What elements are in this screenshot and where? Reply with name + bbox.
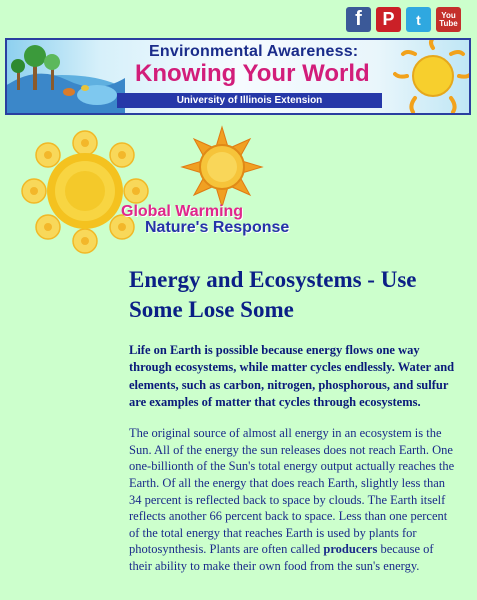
natures-response-title: Nature's Response bbox=[145, 219, 290, 236]
twitter-icon[interactable]: t bbox=[406, 7, 431, 32]
banner-subtitle: University of Illinois Extension bbox=[117, 93, 382, 108]
body-text-part1: The original source of almost all energy in an ecosystem is the Sun. All of the energy the sun releases does not reach Earth. One one-billionth of the Sun's total energy output actually reaches the Earth. Of all the energy that does reach Earth, slightly less than 34 percent is reflected back to space by clouds. The Earth itself reflects another 66 percent back to space. Less than one percent of the total energy that reaches Earth is used by plants for photosynthesis. Plants are often called bbox=[129, 426, 455, 557]
banner-title-line2: Knowing Your World bbox=[135, 60, 370, 87]
global-warming-art bbox=[12, 125, 312, 265]
sun-icon bbox=[393, 40, 471, 113]
youtube-icon-top: You bbox=[441, 10, 456, 20]
lead-paragraph: Life on Earth is possible because energy flows one way through ecosystems, while matter cycles endlessly. Water and elements, such as carbon, nitrogen, phosphorous, and sulfur are examples of matter that cycles through ecosystems. bbox=[129, 343, 455, 409]
body-text-part2: because of their ability to make their own food from the sun's energy. bbox=[129, 542, 434, 573]
landscape-art bbox=[7, 40, 125, 113]
yellow-sun-icon bbox=[22, 131, 148, 253]
body-paragraph bbox=[129, 425, 459, 574]
pinterest-icon[interactable]: P bbox=[376, 7, 401, 32]
page-title: Energy and Ecosystems - Use Some Lose Some bbox=[129, 267, 417, 322]
orange-sun-icon bbox=[182, 127, 262, 207]
article bbox=[129, 265, 459, 575]
producers-term: producers bbox=[323, 542, 378, 557]
global-warming-title: Global Warming bbox=[121, 203, 244, 220]
banner-title-line1: Environmental Awareness: bbox=[149, 43, 359, 60]
facebook-icon[interactable]: f bbox=[346, 7, 371, 32]
youtube-icon[interactable] bbox=[436, 7, 461, 32]
site-banner[interactable] bbox=[5, 38, 471, 115]
social-links bbox=[346, 7, 461, 32]
youtube-icon-bottom: Tube bbox=[439, 18, 458, 28]
